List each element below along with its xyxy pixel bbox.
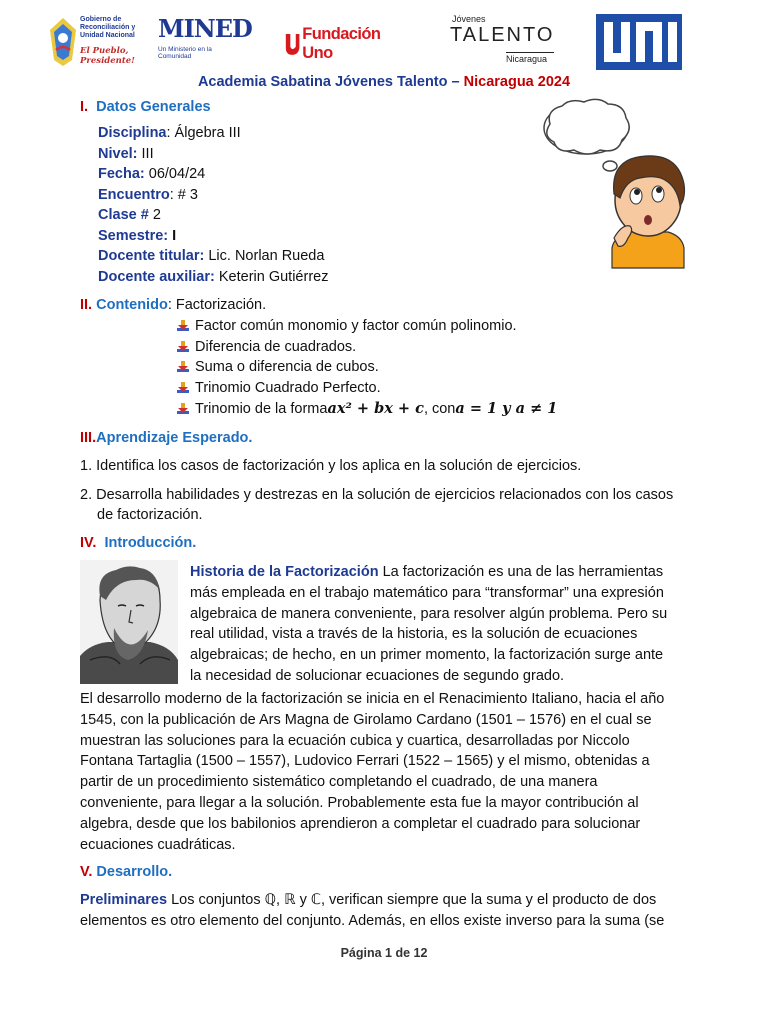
section-5-heading: V. Desarrollo. [80,864,173,880]
cardano-portrait [80,560,178,684]
learning-goal-1: 1. Identifica los casos de factorización y los aplica en la solución de ejercicios. [80,458,582,474]
section-2-heading: II. Contenido: Factorización. [80,297,267,313]
page-number: Página 1 de 12 [340,946,428,960]
page-title-highlight: Nicaragua 2024 [463,74,571,90]
fundacion-uno-wordmark: Fundación Uno [302,25,381,62]
arrow-bullet-icon [176,360,190,374]
talento-logo [448,14,560,70]
talento-underline [506,52,554,53]
field-disciplina: Disciplina: Álgebra III [98,125,241,141]
section-3-heading: III.Aprendizaje Esperado. [80,430,253,446]
content-item: Trinomio de la forma ax² + bx + c , con a = 1 y a ≠ 1 [176,400,557,417]
content-item: Factor común monomio y factor común polinomio. [176,318,517,334]
learning-goal-2-cont: de factorización. [97,507,203,523]
arrow-bullet-icon [176,381,190,395]
gobierno-emblem-icon [48,16,78,68]
talento-sub-label: Nicaragua [506,54,548,64]
renaissance-paragraph: El desarrollo moderno de la factorización se inicia en el Renacimiento Italiano, hacia el año 1545, con la publicación de Ars Magna de Girolamo Cardano (1501 – 1576) en el cual se muestran las soluciones para la ecuación cubica y cuartica, desarrolladas por Niccolo Fontana Tartaglia (1500 – 1557), Ludovico Ferrari (1522 – 1565) y el mismo, obtenidas a partir de un procedimiento sistemático completando el cuadrado, de una manera conveniente, para llegar a la solución. Probablemente esta fue la mayor contribución al algebra, desde que los babilonios aprendieron a completar el cuadrado para solucionar ecuaciones cuadráticas. [80,691,665,853]
talento-small-label: Jóvenes [452,14,486,24]
uni-emblem-icon [596,14,682,70]
preliminares-paragraph: Preliminares Los conjuntos ℚ, ℝ y ℂ, verifican siempre que la suma y el producto de dos elementos es otro elemento del conjunto. Además, en ellos existe inverso para la suma (se [80,892,665,929]
gobierno-name: Gobierno de Reconciliación y Unidad Nacional [80,16,136,39]
learning-goal-2: 2. Desarrolla habilidades y destrezas en la solución de ejercicios relacionados con los casos [80,487,674,503]
field-encuentro: Encuentro: # 3 [98,187,198,203]
field-semestre: Semestre: I [98,228,177,244]
section-4-heading: IV. Introducción. [80,535,197,551]
talento-wordmark: TALENTO [450,24,555,46]
fundacion-u-icon [284,31,300,57]
field-docente-auxiliar: Docente auxiliar: Keterin Gutiérrez [98,269,329,285]
uni-logo [596,14,682,70]
gobierno-logo [48,14,158,70]
mined-subtitle: Un Ministerio en la Comunidad [158,46,212,60]
page-title: Academia Sabatina Jóvenes Talento – Nicaragua 2024 [197,74,571,90]
section-1-heading: I. Datos Generales [80,99,211,115]
history-paragraph: Historia de la Factorización La factorización es una de las herramientas más empleada en el trabajo matemático para “transformar” una expresión algebraica de manera conveniente, para resolver algún problema. Pero su real utilidad, vista a través de la historia, es la solución de ecuaciones algebraicas; de hecho, en un primer momento, la factorización surge ante la necesidad de solucionar ecuaciones de segundo grado. [190,564,668,684]
arrow-bullet-icon [176,402,190,416]
content-item: Diferencia de cuadrados. [176,339,356,355]
field-nivel: Nivel: III [98,146,154,162]
field-docente-titular: Docente titular: Lic. Norlan Rueda [98,248,325,264]
mined-logo [158,14,252,70]
thinking-boy-illustration [540,98,690,270]
field-fecha: Fecha: 06/04/24 [98,166,206,182]
header-logos [0,12,768,74]
content-item: Trinomio Cuadrado Perfecto. [176,380,381,396]
field-clase: Clase # 2 [98,207,161,223]
arrow-bullet-icon [176,319,190,333]
gobierno-slogan: El Pueblo, Presidente! [80,46,135,66]
mined-wordmark: MINED [158,14,252,43]
content-item: Suma o diferencia de cubos. [176,359,379,375]
fundacion-uno-logo [284,26,404,62]
arrow-bullet-icon [176,340,190,354]
